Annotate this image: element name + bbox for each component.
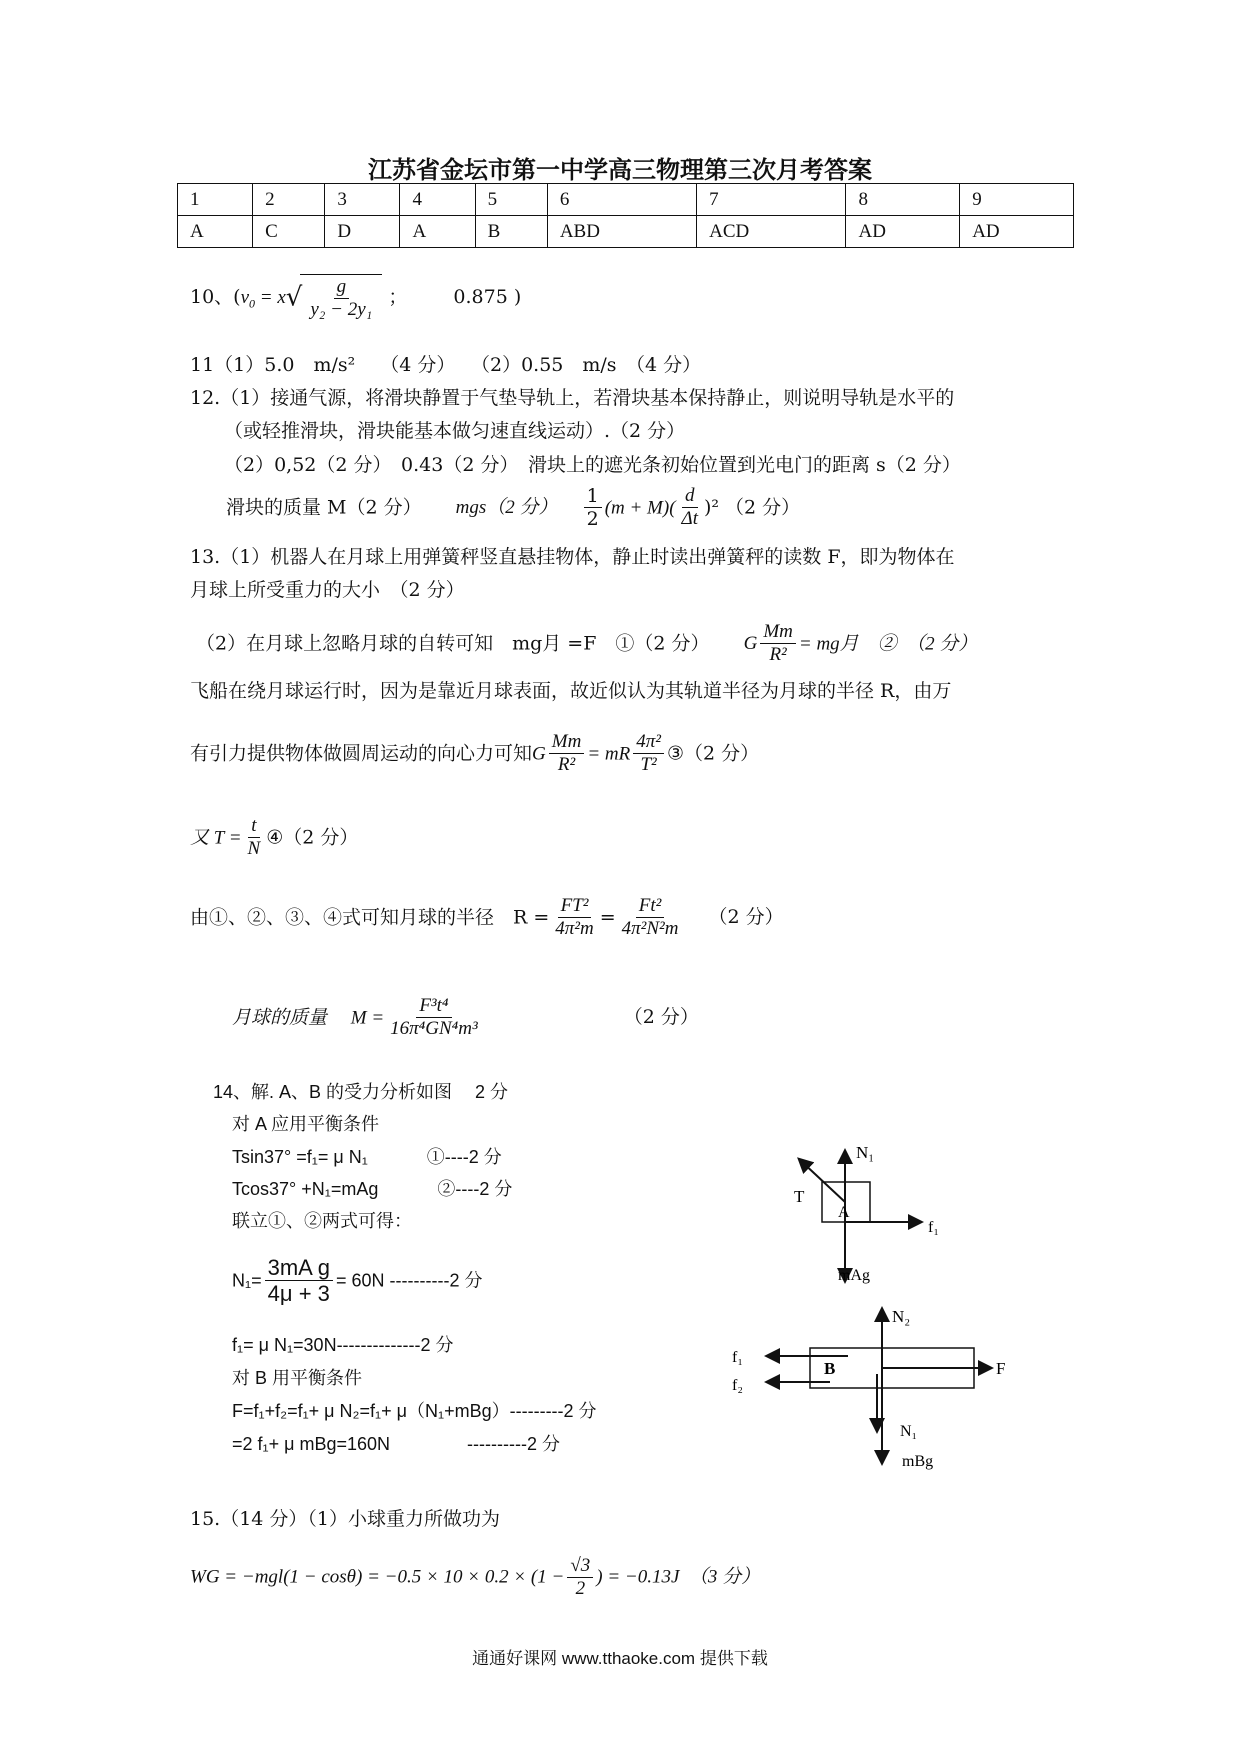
q14-line5: 联立①、②两式可得：: [232, 1211, 412, 1231]
table-cell: 2: [253, 184, 325, 216]
label-N2: N₂: [892, 1307, 911, 1326]
q10-v-subscript: 0: [249, 296, 256, 311]
R2-den: R²: [769, 643, 787, 665]
dt-den: Δt: [681, 507, 698, 529]
q13-mR: = mR: [587, 743, 631, 765]
Mm-num: Mm: [760, 622, 796, 644]
two-den: 2: [575, 1577, 586, 1599]
q13-eq3-mark: ③（2 分）: [666, 742, 760, 765]
R2-den: R²: [557, 753, 576, 775]
q12-end: )² （2 分）: [703, 496, 801, 519]
q13-line4: 飞船在绕月球运行时，因为是靠近月球表面，故近似认为其轨道半径为月球的半径 R，由万: [190, 680, 952, 702]
q15-result: ) = −0.13J （3 分）: [596, 1566, 761, 1588]
q10-radicand: [300, 274, 382, 322]
label-mAg: mAg: [838, 1267, 870, 1284]
answer-table: [177, 183, 1074, 248]
q12-mgs: mgs（2 分）: [455, 497, 558, 519]
table-cell: 9: [960, 184, 1074, 216]
q13-line5: [190, 732, 759, 777]
radius-frac-1: [552, 896, 596, 941]
q12-line1: 12.（1）接通气源，将滑块静置于气垫导轨上，若滑块基本保持静止，则说明导轨是水平的: [190, 387, 955, 409]
Mm-num: Mm: [549, 732, 585, 754]
4pi2m-den: 4π²m: [555, 917, 594, 939]
N1-num: 3mA g: [265, 1256, 333, 1281]
q13-line6: [190, 816, 358, 861]
q13-line1: 13.（1）机器人在月球上用弹簧秤竖直悬挂物体，静止时读出弹簧秤的读数 F，即为物体在: [190, 546, 955, 568]
table-cell: 5: [475, 184, 547, 216]
q15-line2: [190, 1556, 760, 1601]
q10-answer: [190, 274, 521, 322]
q13-score2: （2 分）: [623, 1006, 699, 1029]
label-N1: N₁: [856, 1143, 875, 1162]
sqrt3-num: √3: [567, 1556, 593, 1578]
q13-line5-text: 有引力提供物体做圆周运动的向心力可知: [190, 742, 533, 765]
q13-eq4-mark: ④（2 分）: [266, 826, 359, 849]
label-T: T: [794, 1187, 805, 1206]
q10-sep: ；: [388, 285, 408, 308]
4pi2-over-T2: [633, 732, 664, 777]
q13-G2: G: [532, 743, 546, 765]
table-cell: AD: [846, 216, 960, 248]
4pi2N2m-den: 4π²N²m: [621, 917, 679, 939]
label-N1: N₁: [900, 1423, 918, 1440]
radius-frac-2: [619, 896, 682, 941]
sqrt3-over-2: [567, 1556, 593, 1601]
half-fraction: [584, 486, 602, 531]
Mm-over-R2-b: [549, 732, 585, 777]
q14-line9: F=f₁+f₂=f₁+ μ N₂=f₁+ μ（N₁+mBg）---------2 分: [232, 1401, 597, 1421]
q10-den: y₂ − 2y₁: [310, 298, 373, 320]
4pi2-num: 4π²: [633, 732, 664, 754]
q14-line3: Tsin37° =f₁= μ N₁ ①----2 分: [232, 1147, 502, 1167]
table-cell: D: [325, 216, 400, 248]
page-footer: 通通好课网 www.tthaoke.com 提供下载: [472, 1649, 768, 1668]
q12-body: (m + M)(: [604, 497, 676, 519]
q12-mass: 滑块的质量 M（2 分）: [226, 496, 422, 519]
table-cell: 8: [846, 184, 960, 216]
d-num: d: [682, 486, 698, 508]
q14-line7: f₁= μ N₁=30N--------------2 分: [232, 1335, 454, 1355]
page-title: 江苏省金坛市第一中学高三物理第三次月考答案: [368, 155, 872, 184]
N1-den: 4μ + 3: [267, 1281, 330, 1307]
table-cell: C: [253, 216, 325, 248]
q13-eq2: = mg月 ② （2 分）: [798, 633, 978, 655]
q13-G: G: [743, 633, 758, 655]
force-diagram-b: [720, 1300, 1020, 1470]
q13-eq1: （2）在月球上忽略月球的自转可知 mg月 =F ①（2 分）: [196, 632, 710, 655]
F3t4-num: F³t⁴: [416, 996, 451, 1018]
q13-line2: 月球上所受重力的大小 （2 分）: [190, 579, 465, 601]
table-cell: 6: [547, 184, 696, 216]
mass-den: 16π⁴GN⁴m³: [390, 1017, 478, 1039]
q11-answer: 11（1）5.0 m/s² （4 分） （2）0.55 m/s （4 分）: [190, 354, 702, 376]
q12-line3: （2）0,52（2 分） 0.43（2 分） 滑块上的遮光条初始位置到光电门的距离 s（2 分）: [224, 454, 961, 476]
N1-eq: N₁=: [232, 1270, 262, 1291]
q14-line8: 对 B 用平衡条件: [232, 1368, 363, 1388]
table-cell: B: [475, 216, 547, 248]
q14-line1: 14、解. A、B 的受力分析如图 2 分: [213, 1082, 509, 1102]
label-A: A: [838, 1204, 850, 1221]
table-cell: 7: [697, 184, 846, 216]
N-den: N: [247, 837, 261, 859]
t-num: t: [248, 816, 259, 838]
table-cell: ACD: [697, 216, 846, 248]
q10-v: v: [240, 286, 250, 308]
q15-line1: 15.（14 分）（1）小球重力所做功为: [190, 1508, 501, 1530]
q10-prefix: 10、(: [190, 285, 241, 308]
label-f1: f₁: [732, 1349, 743, 1366]
Mm-over-R2: [760, 622, 796, 667]
label-f2: f₂: [732, 1377, 743, 1394]
q10-num: g: [334, 277, 350, 299]
table-cell: A: [400, 216, 475, 248]
q10-eq: = x: [255, 286, 286, 308]
table-cell: 3: [325, 184, 400, 216]
half-num: 1: [584, 486, 602, 508]
table-cell: A: [178, 216, 253, 248]
label-B: B: [824, 1359, 836, 1378]
q14-line4: Tcos37° +N₁=mAg ②----2 分: [232, 1179, 513, 1199]
q13-eq-sign: =: [599, 906, 616, 929]
answer-table-answer-row: [178, 216, 1074, 248]
Ft2-num: Ft²: [636, 896, 665, 918]
N1-result: = 60N ----------2 分: [335, 1270, 483, 1291]
q14-line6: [232, 1256, 482, 1308]
q13-line8: [232, 996, 699, 1041]
q12-line2: （或轻推滑块，滑块能基本做匀速直线运动）.（2 分）: [224, 420, 686, 442]
q13-mass-text: 月球的质量 M =: [232, 1007, 385, 1029]
t-over-N: [245, 816, 264, 861]
table-cell: AD: [960, 216, 1074, 248]
N1-frac: [265, 1256, 333, 1308]
force-diagram-a: [780, 1140, 960, 1290]
label-F: F: [996, 1359, 1006, 1378]
q12-line4: [226, 486, 800, 531]
table-cell: 1: [178, 184, 253, 216]
FT2-num: FT²: [558, 896, 592, 918]
q13-line7: [190, 896, 784, 941]
q14-line10: =2 f₁+ μ mBg=160N ----------2 分: [232, 1434, 560, 1454]
q15-work-eq: WG = −mgl(1 − cosθ) = −0.5 × 10 × 0.2 × (1 −: [190, 1566, 565, 1588]
T2-den: T²: [640, 753, 657, 775]
table-cell: ABD: [547, 216, 696, 248]
label-f1: f₁: [928, 1219, 939, 1236]
q13-score: （2 分）: [708, 906, 784, 929]
q10-value: 0.875 ): [453, 285, 522, 308]
table-cell: 4: [400, 184, 475, 216]
q13-line3: [196, 622, 977, 667]
q14-line2: 对 A 应用平衡条件: [232, 1114, 380, 1134]
d-over-dt: [679, 486, 701, 531]
q13-T-eq: 又 T =: [190, 827, 242, 849]
answer-table-number-row: [178, 184, 1074, 216]
q13-radius-text: 由①、②、③、④式可知月球的半径 R =: [190, 906, 550, 929]
mass-frac: [387, 996, 481, 1041]
label-mBg: mBg: [902, 1453, 934, 1470]
sqrt-sign: √: [285, 282, 303, 313]
half-den: 2: [586, 507, 599, 530]
